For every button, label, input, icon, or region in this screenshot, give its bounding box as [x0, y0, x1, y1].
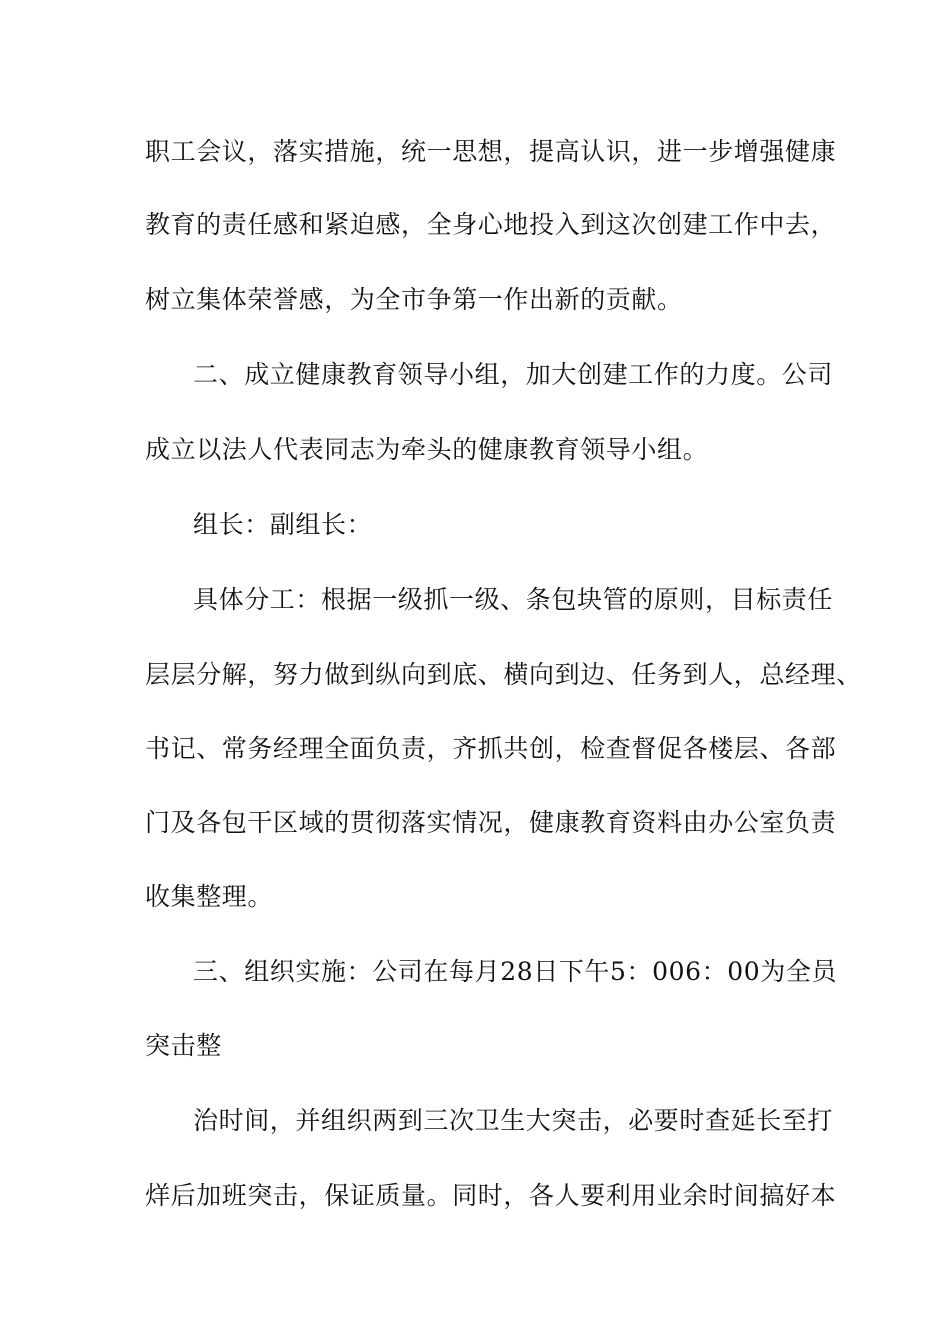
text-line: 成立以法人代表同志为牵头的健康教育领导小组。 — [145, 435, 709, 464]
paragraph-start-line: 治时间，并组织两到三次卫生大突击，必要时查延长至打 — [193, 1106, 834, 1135]
text-line: 烊后加班突击，保证质量。同时，各人要利用业余时间搞好本 — [145, 1181, 837, 1210]
text-line: 书记、常务经理全面负责，齐抓共创，检查督促各楼层、各部 — [145, 734, 837, 763]
text-line: 突击整 — [145, 1031, 222, 1060]
paragraph-start-line: 组长：副组长： — [193, 510, 373, 539]
paragraph-start-line: 三、组织实施：公司在每月28日下午5：006：00为全员 — [193, 957, 838, 986]
text-line: 门及各包干区域的贯彻落实情况，健康教育资料由办公室负责 — [145, 808, 837, 837]
text-line: 层层分解，努力做到纵向到底、横向到边、任务到人，总经理、 — [145, 660, 862, 689]
paragraph-start-line: 具体分工：根据一级抓一级、条包块管的原则，目标责任 — [193, 585, 834, 614]
text-line: 职工会议，落实措施，统一思想，提高认识，进一步增强健康 — [145, 137, 837, 166]
text-line: 树立集体荣誉感，为全市争第一作出新的贡献。 — [145, 285, 683, 314]
text-line: 教育的责任感和紧迫感，全身心地投入到这次创建工作中去， — [145, 210, 837, 239]
text-line: 收集整理。 — [145, 882, 274, 911]
paragraph-start-line: 二、成立健康教育领导小组，加大创建工作的力度。公司 — [193, 360, 834, 389]
